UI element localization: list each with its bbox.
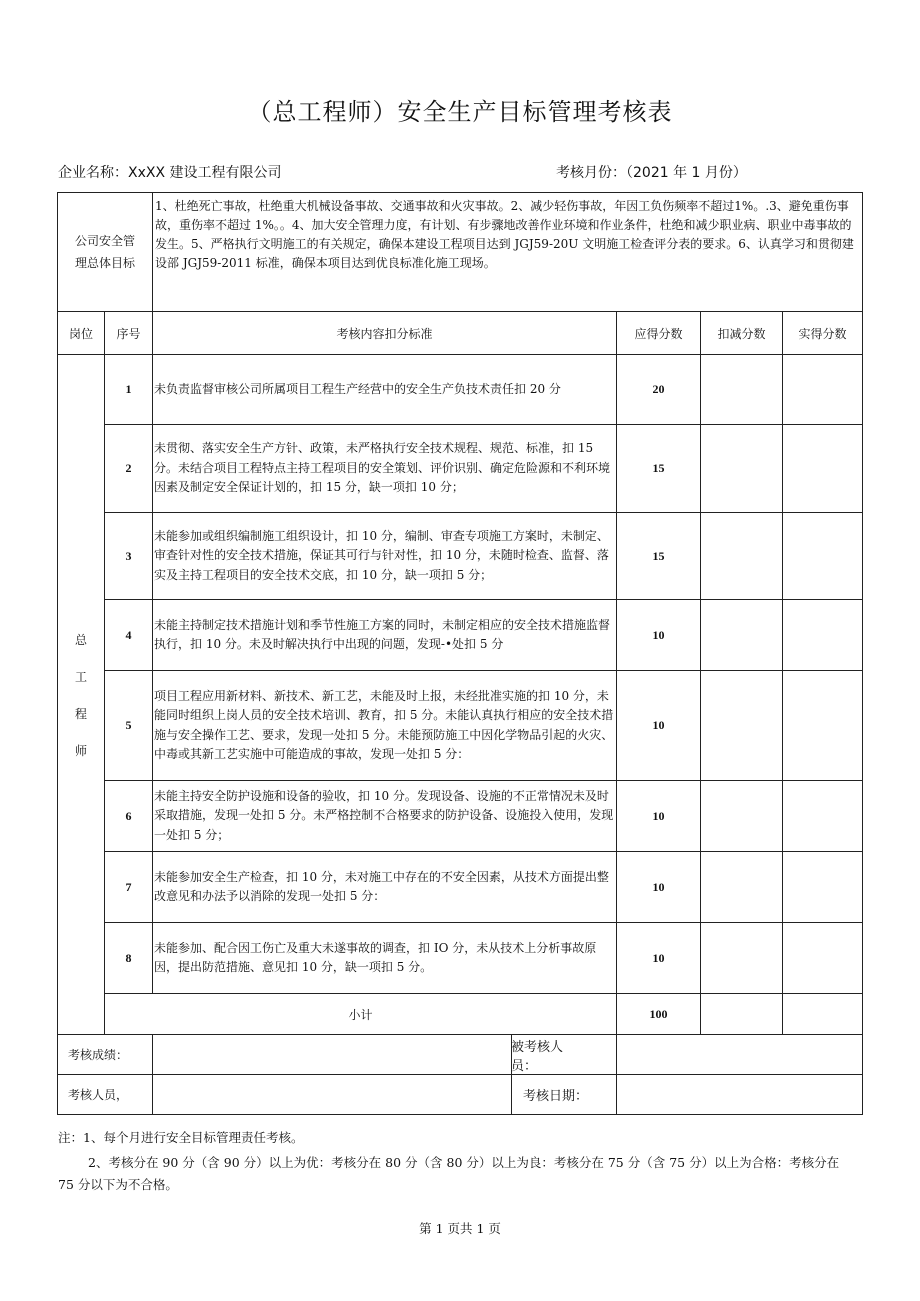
row-due-score: 10 <box>617 923 701 994</box>
subtotal-value: 100 <box>617 994 701 1035</box>
subtotal-actual-cell[interactable] <box>783 994 863 1035</box>
row-criteria: 未能参加、配合因工伤亡及重大未遂事故的调查，扣 IO 分，未从技术上分析事故原因，提出防范措施、意见扣 10 分，缺一项扣 5 分。 <box>153 923 617 994</box>
table-row <box>58 852 863 923</box>
row-actual-cell[interactable] <box>783 513 863 600</box>
row-due-score: 15 <box>617 425 701 513</box>
assessed-person-label: 被考核人员： <box>511 1039 564 1074</box>
row-deduct-cell[interactable] <box>701 671 783 781</box>
row-due-score: 10 <box>617 781 701 852</box>
page-title: （总工程师）安全生产目标管理考核表 <box>247 98 673 126</box>
row-deduct-cell[interactable] <box>701 600 783 671</box>
page-number: 第 1 页共 1 页 <box>419 1221 501 1236</box>
header-seq: 序号 <box>105 312 153 355</box>
goal-text: 1、杜绝死亡事故，杜绝重大机械设备事故、交通事故和火灾事故。2、减少轻伤事故，年因工负伤频率不超过1%。.3、避免重伤事故，重伤率不超过 1%。。4、加大安全管理力度，有计划、有步骤地改善作业环境和作业条件，杜绝和减少职业病、职业中毒事故的发生。5、严格执行文明施工的有关规定，确保本建设工程项目达到 JGJ59-20U 文明施工检查评分表的要求。6、认真学习和贯彻建设部 JGJ59-2011 标准，确保本项目达到优良标准化施工现场。 <box>153 193 863 312</box>
row-deduct-cell[interactable] <box>701 425 783 513</box>
row-seq: 7 <box>105 852 153 923</box>
row-seq: 4 <box>105 600 153 671</box>
row-seq: 3 <box>105 513 153 600</box>
row-criteria: 未能参加安全生产检查，扣 10 分，未对施工中存在的不安全因素，从技术方面提出整改意见和办法予以消除的发现一处扣 5 分： <box>153 852 617 923</box>
row-due-score: 15 <box>617 513 701 600</box>
subtotal-label: 小计 <box>105 994 617 1035</box>
result-field[interactable] <box>153 1035 617 1075</box>
row-actual-cell[interactable] <box>783 600 863 671</box>
assessment-date-field[interactable] <box>617 1075 863 1115</box>
row-actual-cell[interactable] <box>783 923 863 994</box>
assessed-person-field[interactable] <box>617 1035 863 1075</box>
row-deduct-cell[interactable] <box>701 852 783 923</box>
row-criteria: 未负责监督审核公司所属项目工程生产经营中的安全生产负技术责任扣 20 分 <box>153 355 617 425</box>
table-row <box>58 425 863 513</box>
header-post: 岗位 <box>58 312 105 355</box>
row-seq: 2 <box>105 425 153 513</box>
table-row <box>58 781 863 852</box>
row-deduct-cell[interactable] <box>701 355 783 425</box>
row-criteria: 未贯彻、落实安全生产方针、政策，未严格执行安全技术规程、规范、标准，扣 15 分。未结合项目工程特点主持工程项目的安全策划、评价识别、确定危险源和不利环境因素及制定安全保证计划的，扣 15 分，缺一项扣 10 分； <box>153 425 617 513</box>
subtotal-row <box>58 994 863 1035</box>
row-actual-cell[interactable] <box>783 781 863 852</box>
table-row <box>58 355 863 425</box>
table-row <box>58 923 863 994</box>
row-actual-cell[interactable] <box>783 355 863 425</box>
row-actual-cell[interactable] <box>783 852 863 923</box>
note-2: 2、考核分在 90 分（含 90 分）以上为优：考核分在 80 分（含 80 分）以上为良：考核分在 75 分（含 75 分）以上为合格：考核分在 75 分以下为不合格。 <box>58 1155 840 1192</box>
row-seq: 6 <box>105 781 153 852</box>
header-due-score: 应得分数 <box>617 312 701 355</box>
header-row <box>58 312 863 355</box>
row-criteria: 未能参加或组织编制施工组织设计，扣 10 分，编制、审查专项施工方案时，未制定、审查针对性的安全技术措施，保证其可行与针对性，扣 10 分，未随时检查、监督、落实及主持工程项目的安全技术交底，扣 10 分，缺一项扣 5 分； <box>153 513 617 600</box>
subtotal-deduct-cell[interactable] <box>701 994 783 1035</box>
row-seq: 1 <box>105 355 153 425</box>
table-row <box>58 671 863 781</box>
assessor-label: 考核人员， <box>58 1075 153 1115</box>
table-row <box>58 513 863 600</box>
row-actual-cell[interactable] <box>783 425 863 513</box>
assessment-date-label: 考核日期： <box>523 1089 589 1104</box>
row-seq: 5 <box>105 671 153 781</box>
assessor-field[interactable] <box>153 1075 617 1115</box>
role-cell: 总 工 程 师 <box>58 355 105 1035</box>
assessment-month: 考核月份：（2021 年 1 月份） <box>556 165 747 181</box>
row-due-score: 10 <box>617 671 701 781</box>
assessment-table <box>57 192 863 1115</box>
row-due-score: 10 <box>617 600 701 671</box>
footer-row-result <box>58 1035 863 1075</box>
row-deduct-cell[interactable] <box>701 513 783 600</box>
goal-row <box>58 193 863 312</box>
row-seq: 8 <box>105 923 153 994</box>
result-label: 考核成绩： <box>58 1035 153 1075</box>
header-deduct-score: 扣减分数 <box>701 312 783 355</box>
row-due-score: 10 <box>617 852 701 923</box>
note-1: 注：1、每个月进行安全目标管理责任考核。 <box>58 1130 304 1145</box>
header-criteria: 考核内容扣分标准 <box>153 312 617 355</box>
row-criteria: 未能主持安全防护设施和设备的验收，扣 10 分。发现设备、设施的不正常情况未及时采取措施，发现一处扣 5 分。未严格控制不合格要求的防护设备、设施投入使用，发现一处扣 5 分； <box>153 781 617 852</box>
row-deduct-cell[interactable] <box>701 781 783 852</box>
goal-label: 公司安全管 理总体目标 <box>58 193 153 312</box>
table-row <box>58 600 863 671</box>
row-criteria: 项目工程应用新材料、新技术、新工艺，未能及时上报，未经批准实施的扣 10 分，未能同时组织上岗人员的安全技术培训、教育，扣 5 分。未能认真执行相应的安全技术措施与安全操作工艺、要求，发现一处扣 5 分。未能预防施工中因化学物品引起的火灾、中毒或其新工艺实施中可能造成的事故，发现一处扣 5 分： <box>153 671 617 781</box>
row-actual-cell[interactable] <box>783 671 863 781</box>
company-name: 企业名称：XxXX 建设工程有限公司 <box>58 165 282 181</box>
row-due-score: 20 <box>617 355 701 425</box>
row-deduct-cell[interactable] <box>701 923 783 994</box>
row-criteria: 未能主持制定技术措施计划和季节性施工方案的同时，未制定相应的安全技术措施监督执行，扣 10 分。未及时解决执行中出现的问题，发现-•处扣 5 分 <box>153 600 617 671</box>
footer-row-assessor <box>58 1075 863 1115</box>
header-actual-score: 实得分数 <box>783 312 863 355</box>
